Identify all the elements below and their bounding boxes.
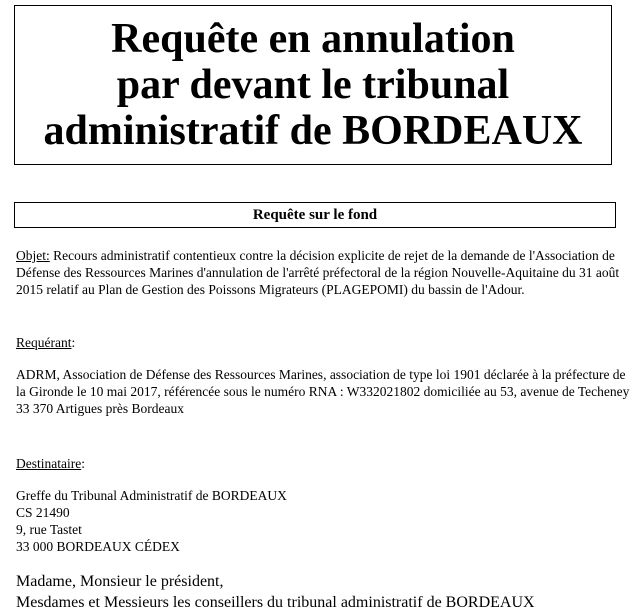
- objet-label: Objet:: [16, 248, 50, 263]
- greeting-line-2: Mesdames et Messieurs les conseillers du tribunal administratif de BORDEAUX: [16, 594, 535, 611]
- document-title: [14, 5, 612, 165]
- requerant-paragraph: [16, 366, 636, 417]
- requerant-suffix: :: [71, 335, 76, 350]
- requerant-label: Requérant: [16, 335, 72, 350]
- title-line-2: par devant le tribunal: [116, 62, 510, 108]
- requerant-heading: [16, 334, 636, 351]
- title-line-1: Requête en annulation: [111, 16, 515, 62]
- destinataire-suffix: :: [81, 456, 85, 471]
- address-line: Greffe du Tribunal Administratif de BORDEAUX: [16, 488, 287, 503]
- greeting-line-1: Madame, Monsieur le président,: [16, 573, 224, 590]
- address-line: 9, rue Tastet: [16, 522, 82, 537]
- objet-text: Recours administratif contentieux contre la décision explicite de rejet de la demande de l'Association de Défense des Ressources Marines d'annulation de l'arrêté préfectoral de la région Nouvelle-Aquitaine du 31 août 2015 relatif au Plan de Gestion des Poissons Migrateurs (PLAGEPOMI) du bassin de l'Adour.: [16, 248, 620, 297]
- destinataire-label: Destinataire: [16, 456, 82, 471]
- requerant-text: ADRM, Association de Défense des Ressources Marines, association de type loi 1901 déclarée à la préfecture de la Gironde le 10 mai 2017, référencée sous le numéro RNA : W332021802 domiciliée au 53, avenue de Techeney 33 370 Artigues près Bordeaux: [16, 367, 630, 416]
- address-line: 33 000 BORDEAUX CÉDEX: [16, 539, 180, 554]
- destinataire-heading: [16, 455, 636, 472]
- address-line: CS 21490: [16, 505, 70, 520]
- destinataire-address: [16, 487, 636, 555]
- title-line-3: administratif de BORDEAUX: [43, 108, 583, 154]
- objet-paragraph: [16, 247, 636, 298]
- subtitle-box: [14, 202, 616, 228]
- subtitle: Requête sur le fond: [252, 206, 378, 223]
